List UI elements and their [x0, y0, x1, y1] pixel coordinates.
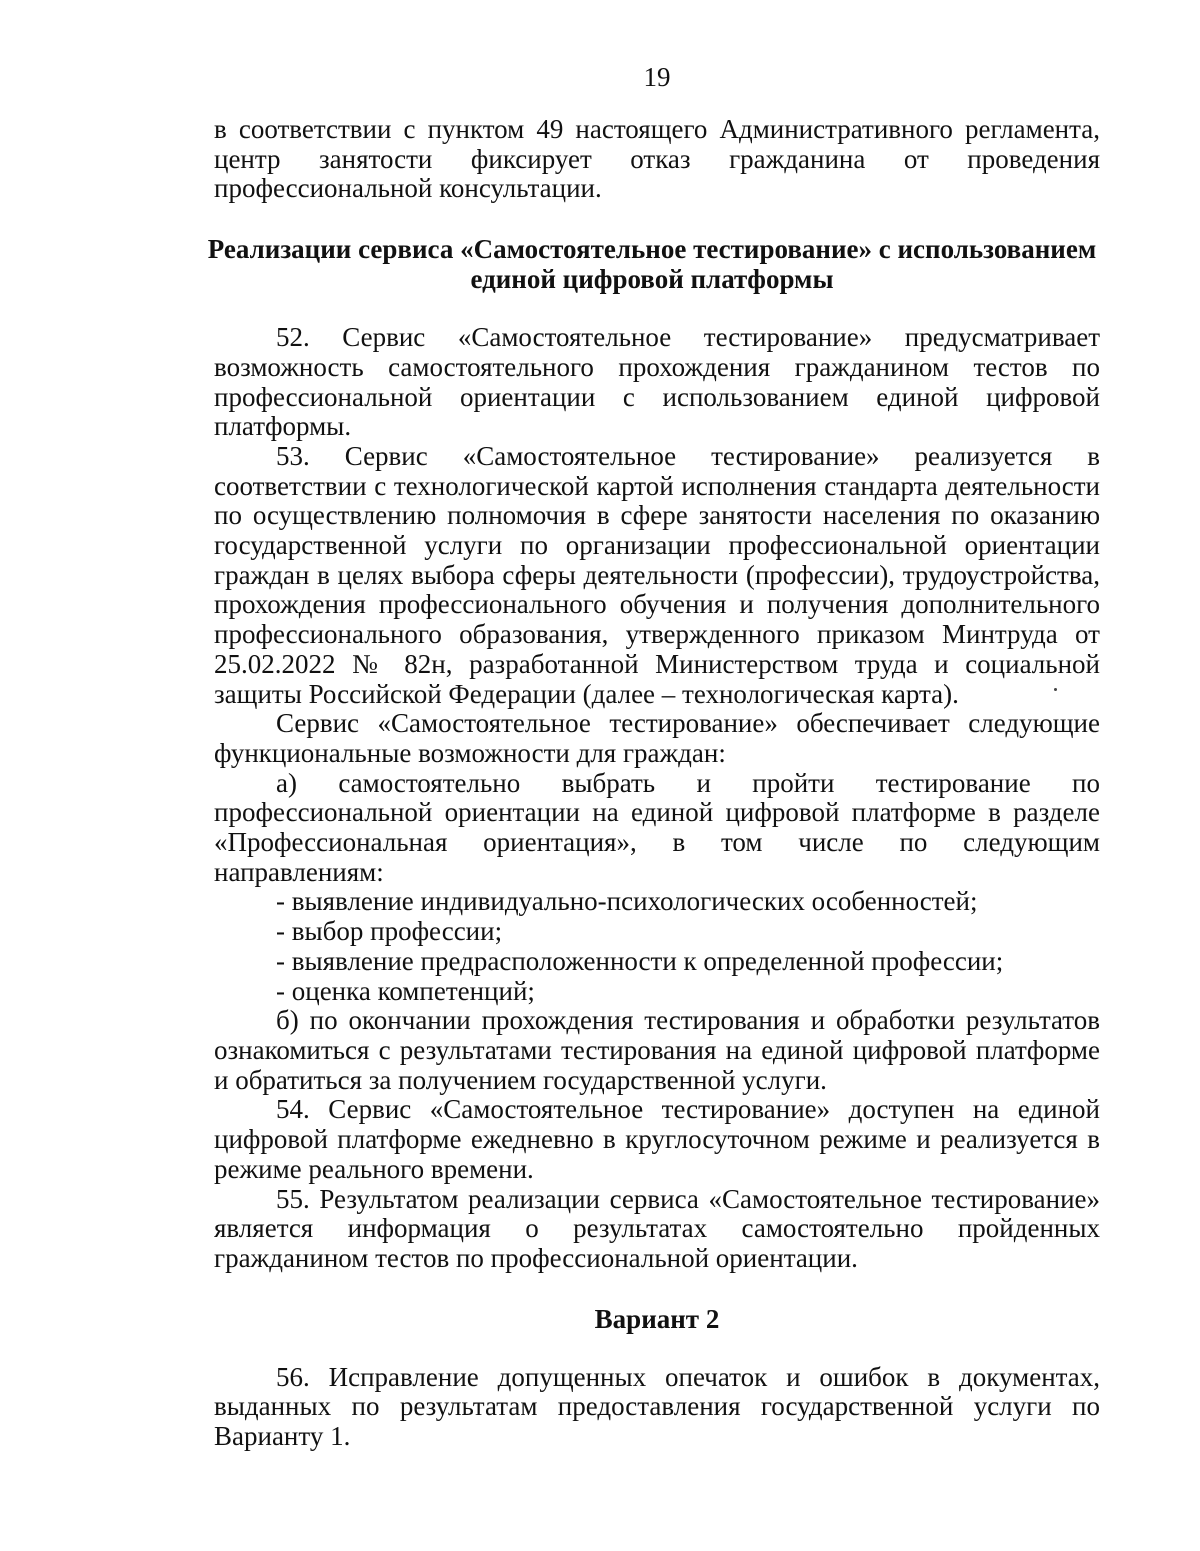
- intro-paragraph: в соответствии с пунктом 49 настоящего Административного регламента, центр занятости фиксирует отказ гражданина от проведения профессиональной консультации.: [214, 114, 1100, 204]
- section-heading-line-1: Реализации сервиса «Самостоятельное тестирование» с использованием: [207, 234, 1097, 265]
- bullet-item: - оценка компетенций;: [276, 975, 535, 1006]
- document-body: [207, 114, 1100, 1452]
- bullet-item: - выявление предрасположенности к определенной профессии;: [276, 945, 1004, 976]
- paragraph-features: Сервис «Самостоятельное тестирование» обеспечивает следующие функциональные возможности для граждан:: [214, 708, 1100, 768]
- list-item-b: б) по окончании прохождения тестирования и обработки результатов ознакомиться с результатами тестирования на единой цифровой платформе и обратиться за получением государственной услуги.: [214, 1005, 1100, 1095]
- bullet-item: - выявление индивидуально-психологических особенностей;: [276, 886, 978, 917]
- paragraph-54: 54. Сервис «Самостоятельное тестирование» доступен на единой цифровой платформе ежедневно в круглосуточном режиме и реализуется в режиме реального времени.: [214, 1094, 1100, 1184]
- scan-artifact-dot: [1054, 688, 1057, 691]
- paragraph-52: 52. Сервис «Самостоятельное тестирование» предусматривает возможность самостоятельного прохождения гражданином тестов по профессиональной ориентации с использованием единой цифровой платформы.: [214, 322, 1100, 442]
- paragraph-55: 55. Результатом реализации сервиса «Самостоятельное тестирование» является информация о результатах самостоятельно пройденных гражданином тестов по профессиональной ориентации.: [214, 1183, 1100, 1273]
- list-item-a: а) самостоятельно выбрать и пройти тестирование по профессиональной ориентации на единой цифровой платформе в разделе «Профессиональная ориентация», в том числе по следующим направлениям:: [214, 767, 1100, 887]
- bullet-item: - выбор профессии;: [276, 916, 503, 947]
- section-heading-variant-2: Вариант 2: [594, 1303, 720, 1334]
- section-heading-line-2: единой цифровой платформы: [470, 264, 834, 295]
- paragraph-53: 53. Сервис «Самостоятельное тестирование» реализуется в соответствии с технологической картой исполнения стандарта деятельности по осуществлению полномочия в сфере занятости населения по оказанию государственной услуги по организации профессиональной ориентации граждан в целях выбора сферы деятельности (профессии), трудоустройства, прохождения профессионального обучения и получения дополнительного профессионального образования, утвержденного приказом Минтруда от 25.02.2022 № 82н, разработанной Министерством труда и социальной защиты Российской Федерации (далее – технологическая карта).: [214, 440, 1100, 709]
- section-heading-self-testing: [202, 234, 1102, 294]
- paragraph-56: 56. Исправление допущенных опечаток и ошибок в документах, выданных по результатам предоставления государственной услуги по Варианту 1.: [214, 1361, 1100, 1452]
- page-number: 19: [643, 62, 671, 92]
